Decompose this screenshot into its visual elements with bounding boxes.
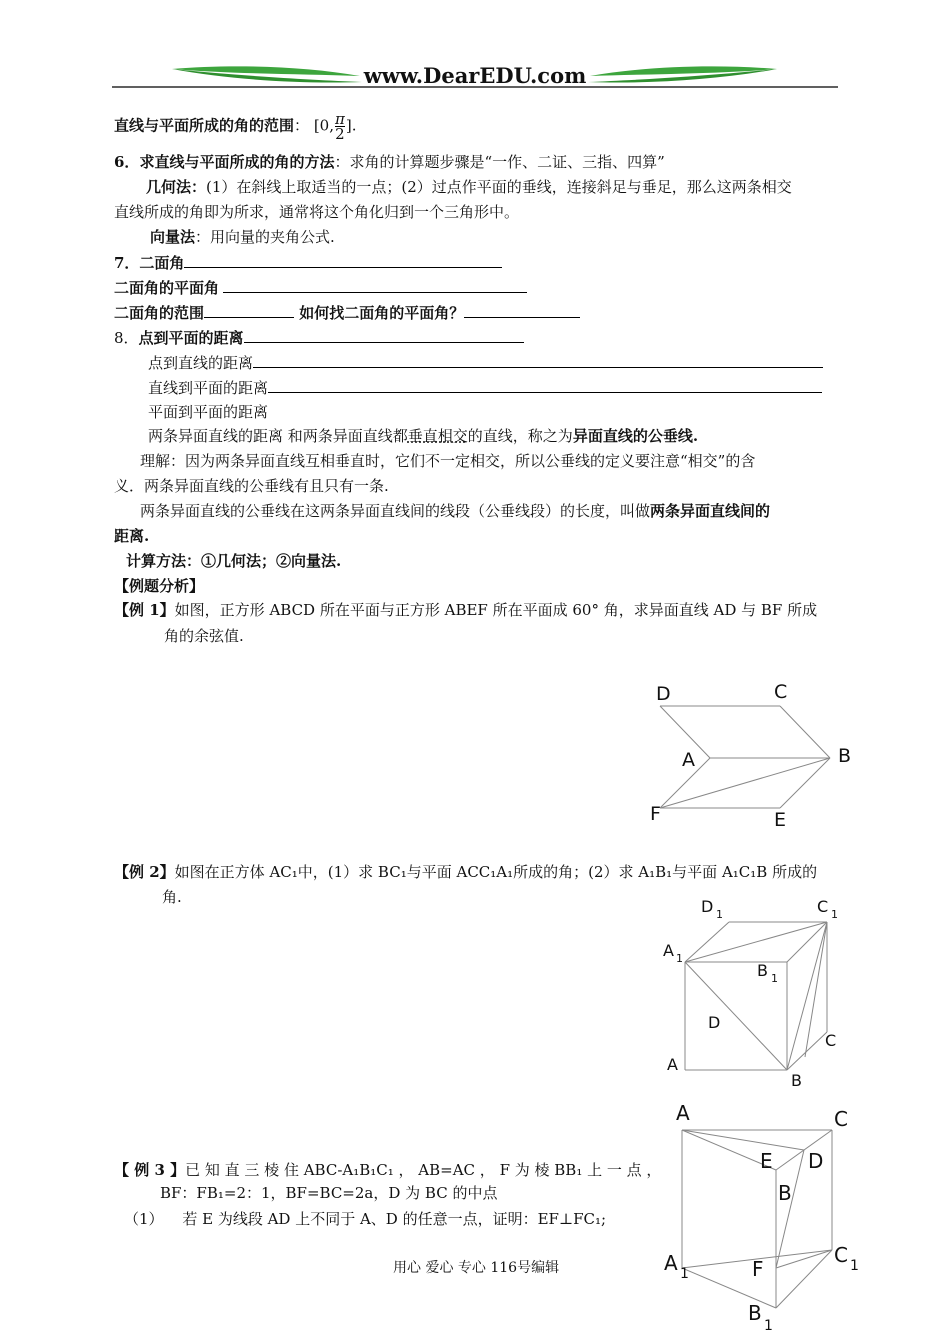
fig3-label-B: B — [778, 1181, 792, 1205]
fig2-sub-C1: 1 — [831, 908, 838, 921]
fig2-label-B1: B — [757, 961, 768, 980]
skew-lines-distance: 两条异面直线的距离 和两条异面直线都垂直相交的直线，称之为异面直线的公垂线. — [148, 427, 699, 445]
fig1-label-B: B — [838, 745, 852, 767]
example-1: 【例 1】如图，正方形 ABCD 所在平面与正方形 ABEF 所在平面成 60° 角，求异面直线 AD 与 BF 所成 — [114, 601, 818, 619]
figure-1-diagram — [640, 676, 860, 836]
section-6-heading: 6．求直线与平面所成的角的方法：求角的计算题步骤是“一作、二证、三指、四算” — [114, 153, 665, 171]
pi-over-2: $\frac{\pi}{2}$ — [334, 110, 345, 143]
distance-term: 距离. — [114, 527, 150, 545]
figure-2-cube — [655, 892, 845, 1092]
examples-heading: 【例题分析】 — [114, 577, 205, 595]
geometric-method-cont: 直线所成的角即为所求，通常将这个角化归到一个三角形中。 — [114, 203, 520, 221]
example-3-cont: BF：FB₁=2：1，BF=BC=2a，D 为 BC 的中点 — [160, 1184, 498, 1202]
plane-plane-distance: 平面到平面的距离 — [148, 403, 269, 421]
fig3-label-A1: A — [664, 1251, 678, 1275]
line-plane-distance: 直线到平面的距离 — [148, 377, 822, 398]
fig1-label-C: C — [774, 681, 788, 703]
fig1-label-A: A — [682, 749, 695, 771]
fig1-label-F: F — [650, 803, 661, 825]
fig2-label-B: B — [791, 1071, 802, 1090]
understanding-text-cont: 义．两条异面直线的公垂线有且只有一条. — [114, 477, 389, 495]
figure-3-prism — [660, 1100, 870, 1344]
fig3-label-C1: C — [834, 1243, 848, 1267]
fig2-label-D: D — [708, 1013, 721, 1032]
example-2: 【例 2】如图在正方体 AC₁中，(1）求 BC₁与平面 ACC₁A₁所成的角；(2）求 A₁B₁与平面 A₁C₁B 所成的 — [114, 863, 818, 881]
fig3-label-F: F — [752, 1257, 764, 1281]
fig1-label-D: D — [656, 683, 671, 705]
example-2-cont: 角. — [162, 888, 182, 906]
example-3-question-1: （1） 若 E 为线段 AD 上不同于 A、D 的任意一点，证明：EF⊥FC₁; — [124, 1210, 607, 1228]
fig3-label-A: A — [676, 1101, 690, 1125]
line-plane-angle-range: 直线与平面所成的角的范围： [0, $\frac{\pi}{2}$ ]. — [114, 110, 357, 143]
fig3-label-D: D — [808, 1149, 824, 1173]
dihedral-range-line: 二面角的范围 如何找二面角的平面角？ — [114, 302, 580, 323]
site-logo-text: www.DearEDU.com — [363, 63, 587, 88]
fig2-sub-A1: 1 — [676, 952, 683, 965]
point-line-distance: 点到直线的距离 — [148, 352, 823, 373]
common-perpendicular-distance: 两条异面直线的公垂线在这两条异面直线间的线段（公垂线段）的长度，叫做两条异面直线间的 — [140, 502, 771, 520]
fig2-label-D1: D — [701, 897, 714, 916]
fig3-label-C: C — [834, 1107, 848, 1131]
example-1-cont: 角的余弦值. — [164, 627, 244, 645]
vector-method: 向量法：用向量的夹角公式. — [150, 228, 335, 246]
understanding-text: 理解：因为两条异面直线互相垂直时，它们不一定相交，所以公垂线的定义要注意“相交”的含 — [140, 452, 756, 470]
fig2-label-C1: C — [817, 897, 829, 916]
fig2-sub-B1: 1 — [771, 972, 778, 985]
fig2-label-A1: A — [663, 941, 674, 960]
fig2-sub-D1: 1 — [716, 908, 723, 921]
fig3-label-E: E — [760, 1149, 773, 1173]
point-plane-distance-line: 8．点到平面的距离 — [114, 327, 524, 348]
header-banner — [112, 60, 838, 90]
example-3: 【 例 3 】已 知 直 三 棱 住 ABC-A₁B₁C₁ ， AB=AC ， F 为 棱 BB₁ 上 一 点 ， — [114, 1161, 662, 1179]
fig3-sub-C1: 1 — [850, 1258, 859, 1274]
page-footer: 用心 爱心 专心 116号编辑 — [393, 1260, 560, 1276]
fig3-sub-B1: 1 — [764, 1318, 773, 1334]
dihedral-plane-angle-line: 二面角的平面角 — [114, 277, 527, 298]
geometric-method: 几何法：(1）在斜线上取适当的一点；(2）过点作平面的垂线，连接斜足与垂足，那么这两条相交 — [146, 178, 792, 196]
fig3-label-B1: B — [748, 1301, 762, 1325]
fig1-label-E: E — [774, 809, 787, 831]
dihedral-angle-line: 7．二面角 — [114, 252, 502, 273]
calculation-methods: 计算方法：①几何法；②向量法. — [126, 552, 342, 570]
fig2-label-C: C — [825, 1031, 837, 1050]
fig3-sub-A1: 1 — [680, 1266, 689, 1282]
fig2-label-A: A — [667, 1055, 678, 1074]
